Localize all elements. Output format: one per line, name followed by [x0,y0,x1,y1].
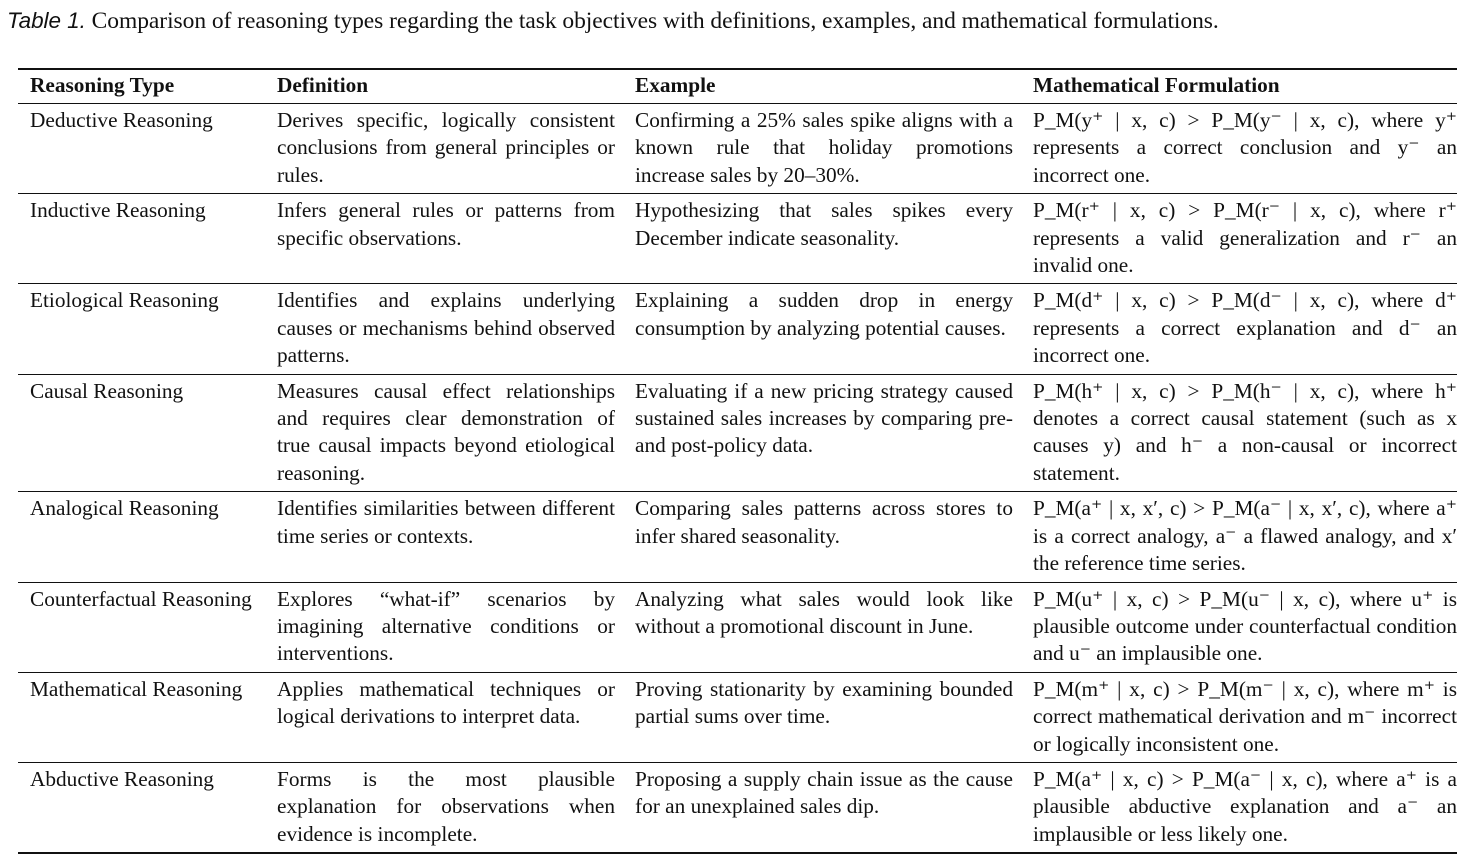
definition-cell: Applies mathematical techniques or logical derivations to interpret data. [277,676,615,729]
header-mathematical-formulation: Mathematical Formulation [1033,69,1457,104]
reasoning-type-cell: Inductive Reasoning [30,198,206,223]
reasoning-type-cell: Abductive Reasoning [30,766,214,791]
example-cell: Proving stationarity by examining bounded partial sums over time. [635,676,1013,729]
table-row [18,762,1457,853]
formulation-cell: P_M(y⁺ | x, c) > P_M(y⁻ | x, c), where y⁺ represents a correct conclusion and y⁻ an incorrect one. [1033,108,1457,187]
header-row [18,69,1457,104]
formulation-cell: P_M(r⁺ | x, c) > P_M(r⁻ | x, c), where r⁺ represents a valid generalization and r⁻ an invalid one. [1033,198,1457,278]
definition-cell: Derives specific, logically consistent conclusions from general principles or rules. [277,108,615,187]
reasoning-type-cell: Causal Reasoning [30,378,184,403]
definition-cell: Identifies similarities between different time series or contexts. [277,496,615,548]
formulation-cell: P_M(a⁺ | x, x′, c) > P_M(a⁻ | x, x′, c), where a⁺ is a correct analogy, a⁻ a flawed analogy, and x′ the reference time series. [1033,496,1457,576]
table-row [18,672,1457,762]
table-row [18,374,1457,492]
example-cell: Comparing sales patterns across stores to infer shared seasonality. [635,496,1013,548]
definition-cell: Explores “what-if” scenarios by imagining alternative conditions or interventions. [277,586,615,666]
reasoning-type-cell: Deductive Reasoning [30,108,213,132]
table-header [18,69,1457,104]
example-cell: Analyzing what sales would look like without a promotional discount in June. [635,586,1013,638]
example-cell: Proposing a supply chain issue as the cause for an unexplained sales dip. [635,766,1013,819]
formulation-cell: P_M(u⁺ | x, c) > P_M(u⁻ | x, c), where u⁺ is plausible outcome under counterfactual condition and u⁻ an implausible one. [1033,586,1457,666]
table-row [18,104,1457,194]
example-cell: Explaining a sudden drop in energy consumption by analyzing potential causes. [635,288,1013,340]
header-reasoning-type: Reasoning Type [18,69,277,104]
formulation-cell: P_M(h⁺ | x, c) > P_M(h⁻ | x, c), where h⁺ denotes a correct causal statement (such as x causes y) and h⁻ a non-causal or incorrect statement. [1033,378,1457,485]
definition-cell: Infers general rules or patterns from specific observations. [277,198,615,250]
example-cell: Hypothesizing that sales spikes every December indicate seasonality. [635,198,1013,250]
formulation-cell: P_M(a⁺ | x, c) > P_M(a⁻ | x, c), where a⁺ is a plausible abductive explanation and a⁻ an implausible or less likely one. [1033,766,1457,846]
reasoning-type-cell: Etiological Reasoning [30,288,219,313]
formulation-cell: P_M(d⁺ | x, c) > P_M(d⁻ | x, c), where d⁺ represents a correct explanation and d⁻ an incorrect one. [1033,288,1457,368]
table-row [18,194,1457,284]
definition-cell: Identifies and explains underlying causes or mechanisms behind observed patterns. [277,288,615,368]
caption-label: Table 1. [7,8,86,33]
header-example: Example [635,69,1033,104]
caption-text: Comparison of reasoning types regarding the task objectives with definitions, examples, and mathematical formulations. [91,8,1219,34]
table-caption [7,7,1455,35]
reasoning-types-table [18,68,1457,854]
table-row [18,284,1457,374]
table-row [18,582,1457,672]
table-row [18,492,1457,582]
header-definition: Definition [277,69,635,104]
example-cell: Evaluating if a new pricing strategy caused sustained sales increases by comparing pre- and post-policy data. [635,378,1013,458]
reasoning-type-cell: Counterfactual Reasoning [30,586,252,611]
formulation-cell: P_M(m⁺ | x, c) > P_M(m⁻ | x, c), where m⁺ is correct mathematical derivation and m⁻ incorrect or logically inconsistent one. [1033,676,1457,756]
example-cell: Confirming a 25% sales spike aligns with a known rule that holiday promotions increase sales by 20–30%. [635,108,1013,187]
reasoning-type-cell: Mathematical Reasoning [30,676,243,701]
definition-cell: Measures causal effect relationships and requires clear demonstration of true causal impacts beyond etiological reasoning. [277,378,615,485]
reasoning-type-cell: Analogical Reasoning [30,496,219,521]
table-body [18,104,1457,854]
definition-cell: Forms is the most plausible explanation for observations when evidence is incomplete. [277,766,615,846]
